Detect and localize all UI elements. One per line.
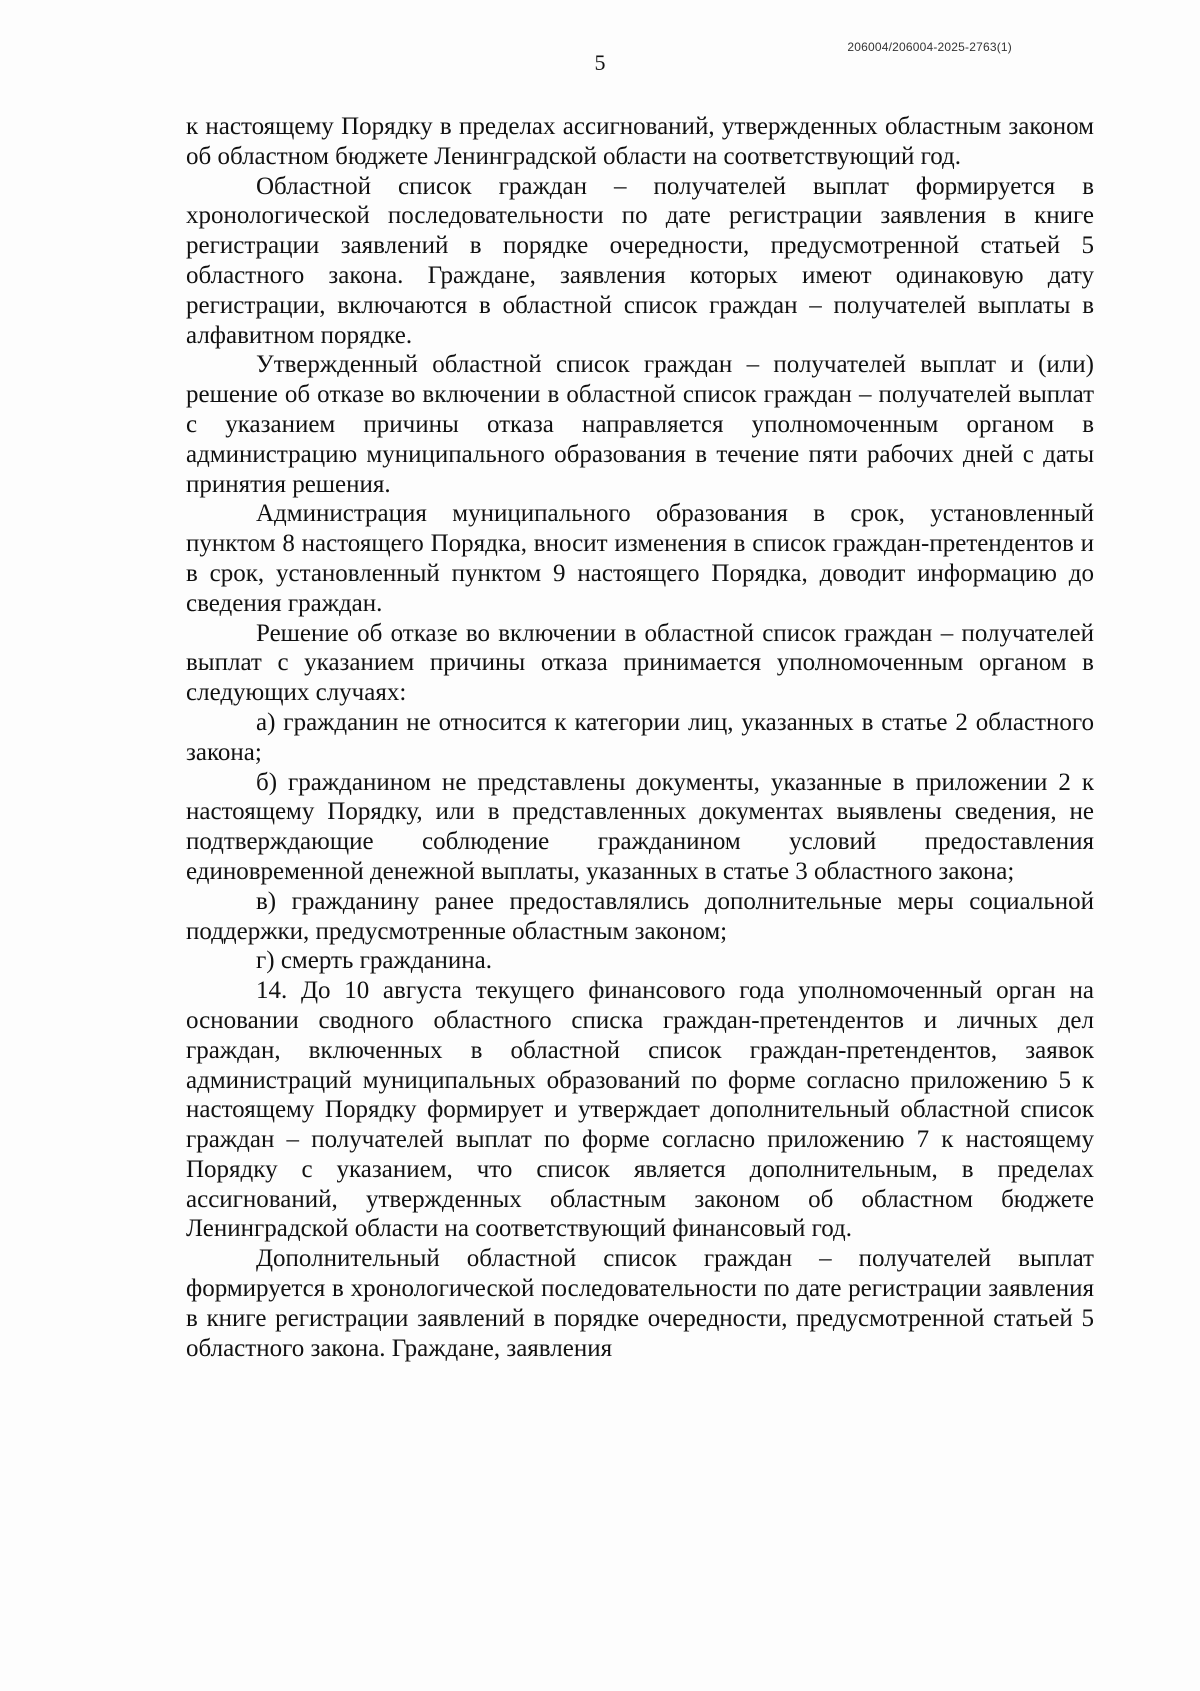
paragraph: к настоящему Порядку в пределах ассигнований, утвержденных областным законом об областном бюджете Ленинградской области на соответствующий год. — [186, 113, 1094, 170]
list-item-g: г) смерть гражданина. — [256, 947, 493, 975]
document-body — [186, 112, 1094, 1363]
paragraph: Администрация муниципального образования в срок, установленный пунктом 8 настоящего Порядка, вносит изменения в список граждан-претендентов и в срок, установленный пунктом 9 настоящего Порядка, доводит информацию до сведения граждан. — [186, 500, 1094, 617]
paragraph: Дополнительный областной список граждан – получателей выплат формируется в хронологической последовательности по дате регистрации заявления в книге регистрации заявлений в порядке очередности, предусмотренной статьей 5 областного закона. Граждане, заявления — [186, 1245, 1094, 1362]
paragraph: Областной список граждан – получателей выплат формируется в хронологической последовательности по дате регистрации заявления в книге регистрации заявлений в порядке очередности, предусмотренной статьей 5 областного закона. Граждане, заявления которых имеют одинаковую дату регистрации, включаются в областной список граждан – получателей выплаты в алфавитном порядке. — [186, 172, 1094, 349]
page-number: 5 — [594, 50, 606, 75]
document-id: 206004/206004-2025-2763(1) — [847, 40, 1012, 54]
paragraph: Утвержденный областной список граждан – получателей выплат и (или) решение об отказе во включении в областной список граждан – получателей выплат с указанием причины отказа направляется уполномоченным органом в администрацию муниципального образования в течение пяти рабочих дней с даты принятия решения. — [186, 351, 1094, 498]
list-item-v: в) гражданину ранее предоставлялись дополнительные меры социальной поддержки, предусмотренные областным законом; — [186, 887, 1094, 945]
section-14: 14. До 10 августа текущего финансового года уполномоченный орган на основании сводного областного списка граждан-претендентов и личных дел граждан, включенных в областной список граждан-претендентов, заявок администраций муниципальных образований по форме согласно приложению 5 к настоящему Порядку формирует и утверждает дополнительный областной список граждан – получателей выплат по форме согласно приложению 7 к настоящему Порядку с указанием, что список является дополнительным, в пределах ассигнований, утвержденных областным законом об областном бюджете Ленинградской области на соответствующий финансовый год. — [186, 977, 1094, 1243]
paragraph: Решение об отказе во включении в областной список граждан – получателей выплат с указанием причины отказа принимается уполномоченным органом в следующих случаях: — [186, 619, 1094, 707]
list-item-a: а) гражданин не относится к категории лиц, указанных в статье 2 областного закона; — [186, 708, 1094, 766]
list-item-b: б) гражданином не представлены документы, указанные в приложении 2 к настоящему Порядку, или в представленных документах выявлены сведения, не подтверждающие соблюдение гражданином условий предоставления единовременной денежной выплаты, указанных в статье 3 областного закона; — [186, 768, 1094, 885]
